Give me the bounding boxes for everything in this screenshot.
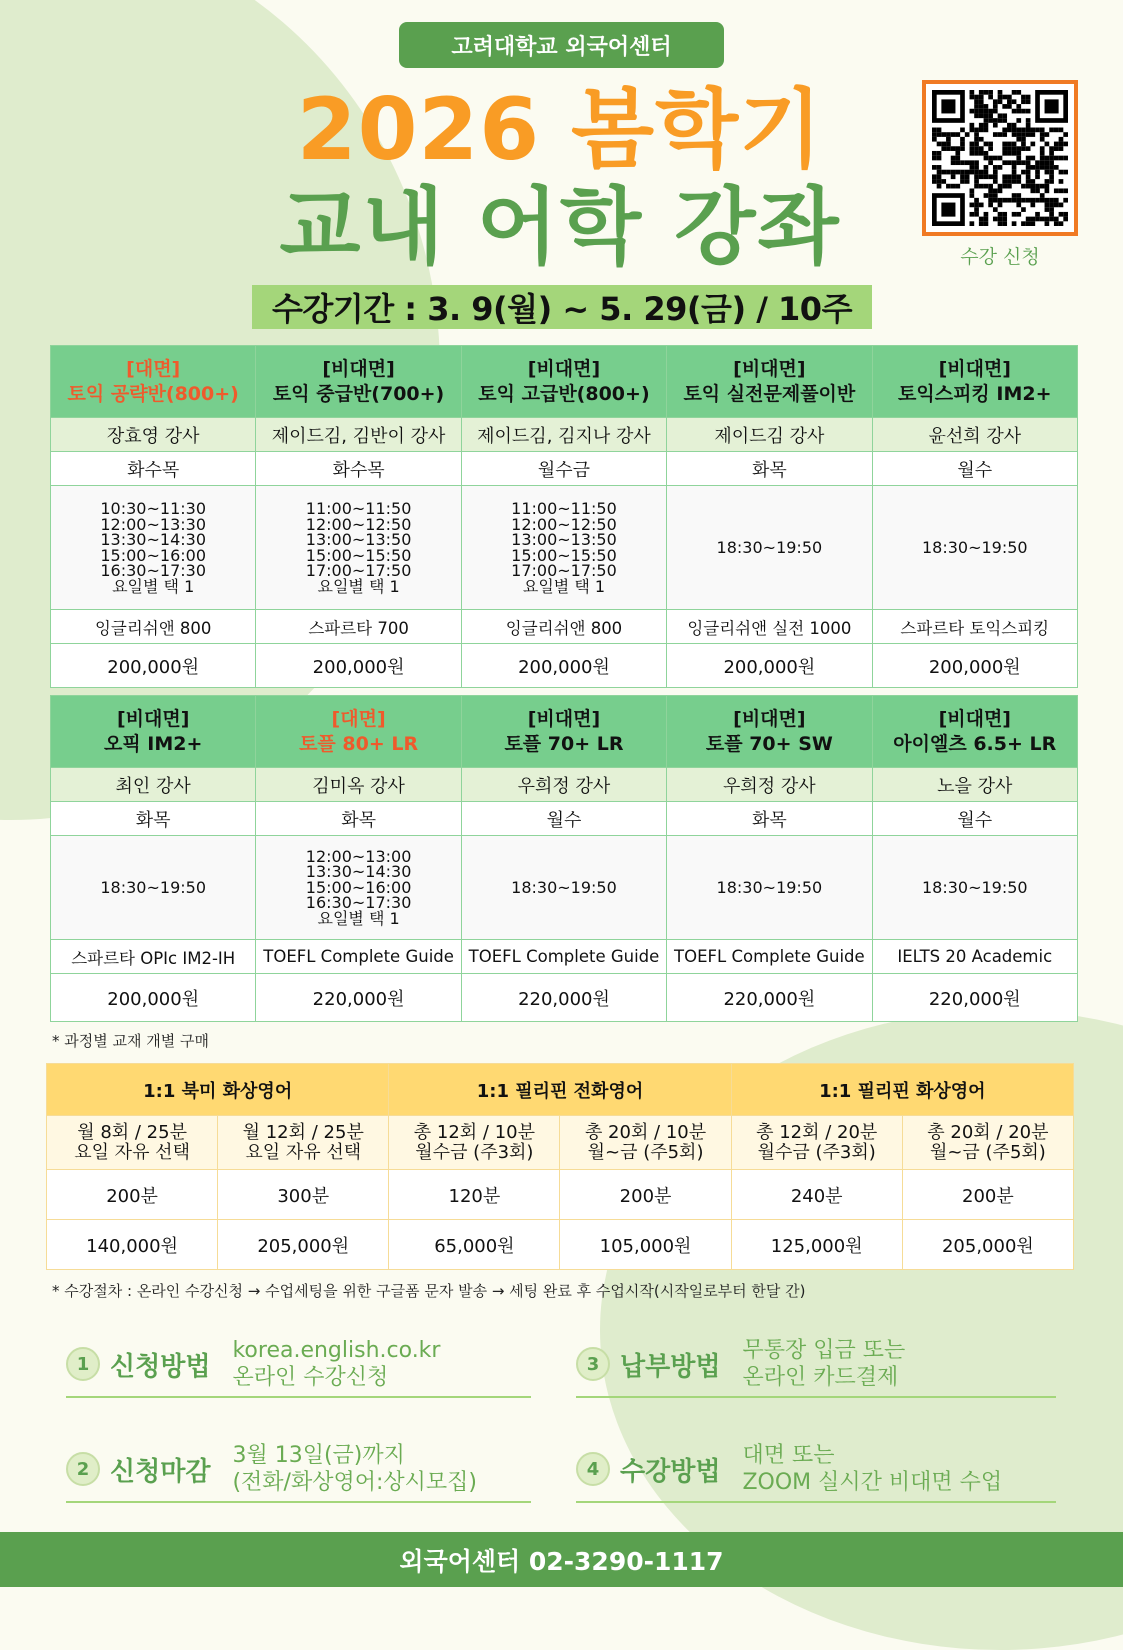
info-class-method <box>576 1437 1056 1503</box>
times-cell <box>256 486 461 610</box>
book-cell: 스파르타 700 <box>256 610 461 644</box>
time-slot: 요일별 택 1 <box>522 576 606 596</box>
info-line: 온라인 카드결제 <box>742 1365 899 1390</box>
time-slot: 12:00~13:30 <box>100 514 206 534</box>
info-line: 무통장 입금 또는 <box>742 1338 906 1363</box>
time-slot: 13:00~13:50 <box>305 530 412 549</box>
teacher-cell: 우희정 강사 <box>667 768 872 802</box>
info-line: ZOOM 실시간 비대면 수업 <box>742 1470 1003 1495</box>
online-head-row <box>47 1064 1074 1116</box>
plan-line: 요일 자유 선택 <box>245 1141 362 1163</box>
info-label: 신청방법 <box>110 1351 211 1382</box>
price-cell: 220,000원 <box>667 974 872 1022</box>
online-plan-cell <box>47 1116 218 1170</box>
course-name: 토플 70+ SW <box>705 732 833 755</box>
time-slot: 16:30~17:30 <box>100 561 206 580</box>
course-title-cell <box>872 346 1077 418</box>
time-slot: 16:30~17:30 <box>305 893 412 913</box>
days-cell: 월수금 <box>461 452 666 486</box>
plan-line: 총 12회 / 20분 <box>756 1121 878 1143</box>
price-cell: 200,000원 <box>256 644 461 688</box>
teacher-cell: 제이드김 강사 <box>667 418 872 452</box>
course-name: 토플 70+ LR <box>504 732 624 755</box>
time-slot: 12:00~13:00 <box>305 846 412 866</box>
times-row <box>51 486 1078 610</box>
online-price-cell: 205,000원 <box>218 1220 389 1270</box>
online-plan-cell <box>218 1116 389 1170</box>
course-name: 토익스피킹 IM2+ <box>898 382 1052 405</box>
info-payment-method <box>576 1332 1056 1398</box>
book-row <box>51 610 1078 644</box>
course-type: [비대면] <box>527 707 601 730</box>
times-cell <box>256 836 461 940</box>
course-type: [비대면] <box>733 357 806 380</box>
time-slot: 18:30~19:50 <box>716 877 823 897</box>
plan-line: 총 12회 / 10분 <box>413 1121 535 1143</box>
price-cell: 200,000원 <box>461 644 666 688</box>
course-name: 토익 고급반(800+) <box>478 382 650 405</box>
teacher-cell: 김미옥 강사 <box>256 768 461 802</box>
qr-code-icon <box>932 90 1068 226</box>
book-cell: 스파르타 토익스피킹 <box>872 610 1077 644</box>
plan-line: 월수금 (주3회) <box>415 1141 534 1163</box>
course-type: [대면] <box>331 707 386 730</box>
course-table-2 <box>50 695 1078 1022</box>
course-type: [비대면] <box>322 357 395 380</box>
time-slot: 10:30~11:30 <box>100 499 206 518</box>
course-table-1 <box>50 345 1078 688</box>
minutes-cell: 240분 <box>731 1170 902 1220</box>
times-cell <box>51 486 256 610</box>
course-title-cell <box>51 696 256 768</box>
title-line-2: 교내 어학 강좌 <box>279 178 841 276</box>
days-cell: 월수 <box>461 802 666 836</box>
days-cell: 화목 <box>256 802 461 836</box>
plan-line: 총 20회 / 10분 <box>584 1121 707 1143</box>
book-cell: IELTS 20 Academic <box>872 940 1077 974</box>
course-name: 토익 중급반(700+) <box>272 382 445 405</box>
info-line: (전화/화상영어:상시모집) <box>232 1470 477 1495</box>
minutes-cell: 300분 <box>218 1170 389 1220</box>
course-type: [비대면] <box>116 707 190 730</box>
time-slot: 11:00~11:50 <box>305 499 412 518</box>
course-title-cell <box>461 696 666 768</box>
times-cell <box>461 486 666 610</box>
time-slot: 요일별 택 1 <box>317 908 400 928</box>
course-type: [비대면] <box>938 707 1011 730</box>
book-cell: TOEFL Complete Guide <box>256 940 461 974</box>
times-cell <box>51 836 256 940</box>
time-slot: 18:30~19:50 <box>921 537 1028 557</box>
time-slot: 15:00~15:50 <box>511 545 617 565</box>
online-plan-cell <box>902 1116 1073 1170</box>
minutes-cell: 200분 <box>47 1170 218 1220</box>
time-slot: 13:30~14:30 <box>305 862 412 882</box>
online-price-cell: 205,000원 <box>902 1220 1073 1270</box>
course-name: 아이엘츠 6.5+ LR <box>893 732 1057 755</box>
online-price-cell: 105,000원 <box>560 1220 731 1270</box>
course-title-cell <box>256 346 461 418</box>
course-period: 수강기간 : 3. 9(월) ~ 5. 29(금) / 10주 <box>252 285 872 329</box>
minutes-cell: 120분 <box>389 1170 560 1220</box>
qr-label: 수강 신청 <box>960 246 1040 268</box>
price-row <box>51 974 1078 1022</box>
minutes-cell: 200분 <box>560 1170 731 1220</box>
course-name: 토플 80+ LR <box>299 732 419 755</box>
info-line: korea.english.co.kr <box>232 1338 441 1363</box>
teacher-cell: 윤선희 강사 <box>872 418 1077 452</box>
time-slot: 요일별 택 1 <box>112 576 195 596</box>
time-slot: 13:30~14:30 <box>100 530 206 549</box>
online-price-cell: 140,000원 <box>47 1220 218 1270</box>
time-slot: 18:30~19:50 <box>511 877 617 897</box>
time-slot: 17:00~17:50 <box>511 561 617 580</box>
info-value <box>742 1337 905 1391</box>
price-cell: 200,000원 <box>667 644 872 688</box>
course-title-cell <box>256 696 461 768</box>
course-title-cell <box>461 346 666 418</box>
info-label: 신청마감 <box>110 1456 211 1487</box>
teacher-cell: 장효영 강사 <box>51 418 256 452</box>
teacher-cell: 최인 강사 <box>51 768 256 802</box>
info-value <box>232 1442 477 1496</box>
time-slot: 12:00~12:50 <box>305 514 412 534</box>
time-slot: 18:30~19:50 <box>716 537 823 557</box>
book-cell: TOEFL Complete Guide <box>667 940 872 974</box>
time-slot: 11:00~11:50 <box>511 499 617 518</box>
price-cell: 200,000원 <box>51 974 256 1022</box>
teacher-cell: 제이드김, 김반이 강사 <box>256 418 461 452</box>
course-title-cell <box>667 696 872 768</box>
online-plan-cell <box>731 1116 902 1170</box>
days-cell: 화목 <box>667 452 872 486</box>
online-course-table <box>46 1063 1074 1270</box>
time-slot: 18:30~19:50 <box>921 877 1028 897</box>
book-cell: 스파르타 OPIc IM2-IH <box>51 940 256 974</box>
price-cell: 200,000원 <box>51 644 256 688</box>
course-type: [비대면] <box>527 357 601 380</box>
online-price-row <box>47 1220 1074 1270</box>
course-name: 토익 실전문제풀이반 <box>683 382 856 405</box>
time-slot: 15:00~16:00 <box>100 545 206 565</box>
times-cell <box>872 486 1077 610</box>
info-label: 수강방법 <box>620 1456 721 1487</box>
times-cell <box>461 836 666 940</box>
time-slot: 15:00~16:00 <box>305 877 412 897</box>
info-label: 납부방법 <box>620 1351 721 1382</box>
online-plan-cell <box>389 1116 560 1170</box>
plan-line: 요일 자유 선택 <box>74 1141 190 1163</box>
online-group-cell: 1:1 북미 화상영어 <box>47 1064 389 1116</box>
plan-line: 월 12회 / 25분 <box>242 1121 364 1143</box>
teacher-cell: 우희정 강사 <box>461 768 666 802</box>
times-row <box>51 836 1078 940</box>
info-line: 3월 13일(금)까지 <box>232 1443 405 1468</box>
days-cell: 화목 <box>667 802 872 836</box>
qr-code[interactable] <box>922 80 1078 236</box>
teacher-row <box>51 418 1078 452</box>
time-slot: 18:30~19:50 <box>100 877 206 897</box>
info-apply-method <box>66 1332 531 1398</box>
minutes-cell: 200분 <box>902 1170 1073 1220</box>
plan-line: 월~금 (주5회) <box>587 1141 704 1163</box>
book-cell: 잉글리쉬앤 실전 1000 <box>667 610 872 644</box>
plan-line: 총 20회 / 20분 <box>927 1121 1049 1143</box>
days-cell: 화수목 <box>256 452 461 486</box>
time-slot: 13:00~13:50 <box>511 530 617 549</box>
course-type: [비대면] <box>938 357 1011 380</box>
times-cell <box>667 836 872 940</box>
step-number: 3 <box>576 1347 610 1381</box>
plan-line: 월~금 (주5회) <box>929 1141 1046 1163</box>
online-price-cell: 65,000원 <box>389 1220 560 1270</box>
book-cell: TOEFL Complete Guide <box>461 940 666 974</box>
info-value <box>742 1442 1002 1496</box>
online-minutes-row <box>47 1170 1074 1220</box>
step-number: 4 <box>576 1452 610 1486</box>
days-cell: 화목 <box>51 802 256 836</box>
plan-line: 월 8회 / 25분 <box>77 1121 187 1143</box>
online-group-cell: 1:1 필리핀 화상영어 <box>731 1064 1073 1116</box>
teacher-row <box>51 768 1078 802</box>
course-name: 토익 공략반(800+) <box>67 382 239 405</box>
online-price-cell: 125,000원 <box>731 1220 902 1270</box>
step-number: 1 <box>66 1347 100 1381</box>
course-title-cell <box>51 346 256 418</box>
time-slot: 17:00~17:50 <box>305 561 412 580</box>
days-cell: 월수 <box>872 452 1077 486</box>
info-apply-deadline <box>66 1437 531 1503</box>
price-row <box>51 644 1078 688</box>
time-slot: 12:00~12:50 <box>511 514 617 534</box>
online-group-cell: 1:1 필리핀 전화영어 <box>389 1064 731 1116</box>
info-value <box>232 1337 440 1391</box>
teacher-cell: 노을 강사 <box>872 768 1077 802</box>
book-note: * 과정별 교재 개별 구매 <box>52 1032 209 1050</box>
course-head-row <box>51 696 1078 768</box>
days-cell: 화수목 <box>51 452 256 486</box>
info-line: 대면 또는 <box>742 1443 835 1468</box>
online-plan-row <box>47 1116 1074 1170</box>
price-cell: 220,000원 <box>461 974 666 1022</box>
price-cell: 220,000원 <box>872 974 1077 1022</box>
plan-line: 월수금 (주3회) <box>757 1141 876 1163</box>
price-cell: 200,000원 <box>872 644 1077 688</box>
book-cell: 잉글리쉬앤 800 <box>51 610 256 644</box>
footer-contact: 외국어센터 02-3290-1117 <box>0 1532 1123 1587</box>
course-head-row <box>51 346 1078 418</box>
info-line: 온라인 수강신청 <box>232 1365 389 1390</box>
course-name: 오픽 IM2+ <box>103 732 203 755</box>
title-line-1: 2026 봄학기 <box>296 80 824 180</box>
times-cell <box>872 836 1077 940</box>
online-plan-cell <box>560 1116 731 1170</box>
org-badge: 고려대학교 외국어센터 <box>399 22 724 68</box>
course-title-cell <box>667 346 872 418</box>
book-row <box>51 940 1078 974</box>
course-title-cell <box>872 696 1077 768</box>
course-type: [비대면] <box>733 707 806 730</box>
book-cell: 잉글리쉬앤 800 <box>461 610 666 644</box>
times-cell <box>667 486 872 610</box>
price-cell: 220,000원 <box>256 974 461 1022</box>
procedure-note: * 수강절차 : 온라인 수강신청 → 수업세팅을 위한 구글폼 문자 발송 → 세팅 완료 후 수업시작(시작일로부터 한달 간) <box>52 1282 806 1300</box>
step-number: 2 <box>66 1452 100 1486</box>
time-slot: 15:00~15:50 <box>305 545 412 565</box>
course-type: [대면] <box>126 357 181 380</box>
days-cell: 월수 <box>872 802 1077 836</box>
days-row <box>51 802 1078 836</box>
days-row <box>51 452 1078 486</box>
teacher-cell: 제이드김, 김지나 강사 <box>461 418 666 452</box>
time-slot: 요일별 택 1 <box>317 576 400 596</box>
